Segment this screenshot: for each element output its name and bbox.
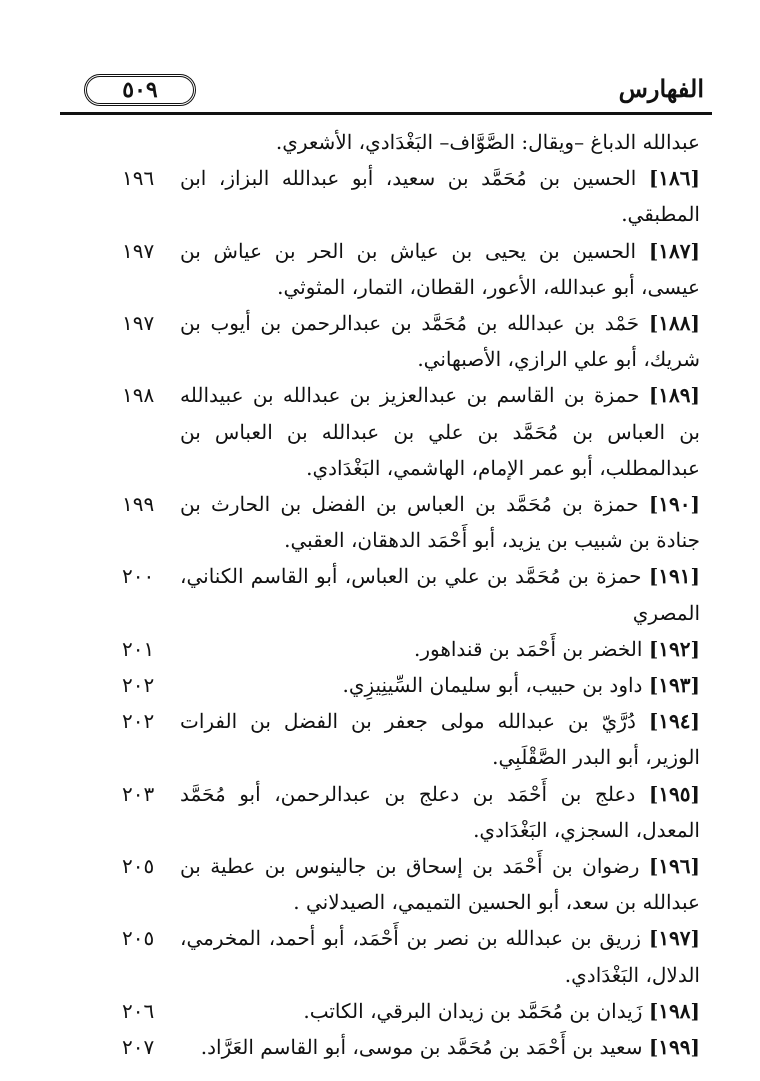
entry-text: سعيد بن أَحْمَد بن مُحَمَّد بن موسى، أبو القاسم العَرَّاد. <box>200 1035 643 1060</box>
entry-page-number: ١٩٦ <box>122 166 155 191</box>
entry-number: [١٩٠] <box>648 492 700 517</box>
entry-page-number: ٢٠٦ <box>122 998 155 1023</box>
entry-text: دعلج بن أَحْمَد بن دعلج بن عبدالرحمن، أبو مُحَمَّد المعدل، السجزي، البَغْدَادي. <box>180 781 700 842</box>
entry-text: حمزة بن القاسم بن عبدالعزيز بن عبدالله بن عبيدالله بن العباس بن مُحَمَّد بن علي بن عبدالله بن العباس بن عبدالمطلب، أبو عمر الإمام، الهاشمي، البَغْدَادي. <box>180 383 700 480</box>
entry-number: [١٩٥] <box>648 781 701 806</box>
index-entry <box>60 667 712 703</box>
entry-text: حمزة بن مُحَمَّد بن العباس بن الفضل بن الحارث بن جنادة بن شبيب بن يزيد، أبو أَحْمَد الدهقان، العقبي. <box>180 492 700 553</box>
entry-text: الحسين بن مُحَمَّد بن سعيد، أبو عبدالله البزاز، ابن المطبقي. <box>180 166 700 227</box>
entry-text: الخضر بن أَحْمَد بن قنداهور. <box>413 636 643 661</box>
entry-number: [١٩١] <box>648 564 700 589</box>
index-entry <box>60 305 712 377</box>
index-entry <box>60 631 712 667</box>
entry-page-number: ٢٠٢ <box>122 673 155 698</box>
entry-number: [١٩٧] <box>648 926 701 951</box>
entry-text: دُرَّيّ بن عبدالله مولى جعفر بن الفضل بن الفرات الوزير، أبو البدر الصَّقْلَبِي. <box>180 709 700 770</box>
entry-page-number: ٢٠٥ <box>122 854 155 879</box>
index-entry <box>60 703 712 775</box>
entry-number: [١٩٦] <box>648 854 700 879</box>
entry-page-number: ١٩٧ <box>122 311 155 336</box>
entry-number: [١٩٩] <box>648 1035 700 1060</box>
entry-page-number: ١٩٩ <box>122 492 155 517</box>
index-entry <box>60 1029 712 1065</box>
entry-text: حمزة بن مُحَمَّد بن علي بن العباس، أبو القاسم الكناني، المصري <box>180 564 700 625</box>
entry-page-number: ٢٠٧ <box>122 1035 155 1060</box>
entry-text: زريق بن عبدالله بن نصر بن أَحْمَد، أبو أحمد، المخرمي، الدلال، البَغْدَادي. <box>180 926 700 987</box>
entry-number: [١٩٨] <box>648 998 700 1023</box>
index-entry <box>60 233 712 305</box>
entry-text: داود بن حبيب، أبو سليمان السِّينِيزِي. <box>342 673 643 698</box>
header-rule <box>60 112 712 115</box>
entry-page-number: ١٩٧ <box>122 238 155 263</box>
entry-text: الحسين بن يحيى بن عياش بن الحر بن عياش بن عيسى، أبو عبدالله، الأعور، القطان، التمار، المثوثي. <box>180 238 700 299</box>
index-entry <box>60 486 712 558</box>
entry-number: [١٩٣] <box>648 673 700 698</box>
index-list <box>60 124 712 1065</box>
index-entry <box>60 920 712 992</box>
entry-number: [١٨٩] <box>648 383 700 408</box>
entry-number: [١٨٧] <box>648 238 700 263</box>
entry-number: [١٩٤] <box>648 709 700 734</box>
entry-text: عبدالله الدباغ –ويقال: الصَّوَّاف– البَغْدَادي، الأشعري. <box>275 130 700 154</box>
entry-page-number: ٢٠٢ <box>122 709 155 734</box>
section-title: الفهارس <box>618 74 704 103</box>
entry-page-number: ٢٠٣ <box>122 781 155 806</box>
entry-page-number: ٢٠٥ <box>122 926 155 951</box>
index-entry <box>60 160 712 232</box>
entry-text: رضوان بن أَحْمَد بن إسحاق بن جالينوس بن عطية بن عبدالله بن سعد، أبو الحسين التميمي، الصيدلاني . <box>180 854 700 915</box>
entry-number: [١٩٢] <box>648 636 700 661</box>
entry-text: حَمْد بن عبدالله بن مُحَمَّد بن عبدالرحمن بن أيوب بن شريك، أبو علي الرازي، الأصبهاني. <box>180 311 700 372</box>
index-entry <box>60 377 712 486</box>
index-entry <box>60 776 712 848</box>
entry-page-number: ٢٠١ <box>122 636 155 661</box>
page-number-badge: ٥٠٩ <box>84 74 196 106</box>
index-entry <box>60 124 712 160</box>
index-entry <box>60 558 712 630</box>
index-entry <box>60 848 712 920</box>
entry-text: زَيدان بن مُحَمَّد بن زيدان البرقي، الكاتب. <box>303 998 643 1023</box>
entry-page-number: ١٩٨ <box>122 383 155 408</box>
entry-number: [١٨٨] <box>648 311 700 336</box>
entry-page-number: ٢٠٠ <box>122 564 155 589</box>
entry-number: [١٨٦] <box>648 166 700 191</box>
page-header <box>60 68 712 116</box>
index-entry <box>60 993 712 1029</box>
